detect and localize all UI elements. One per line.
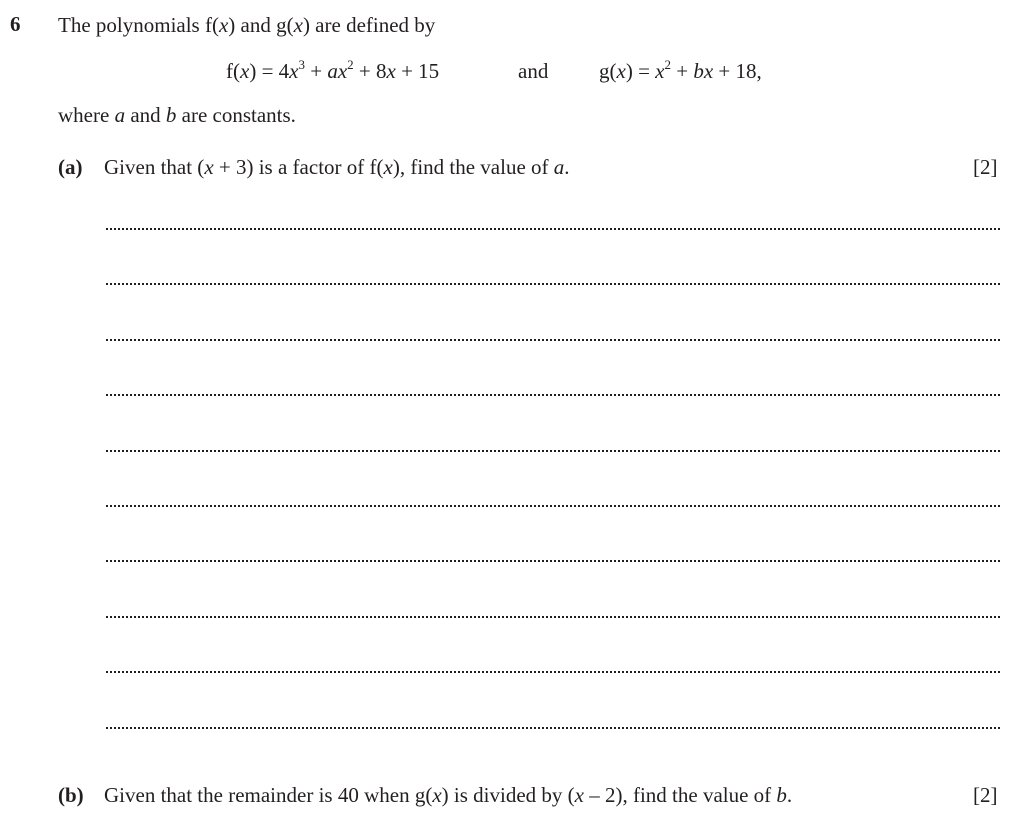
and-connector: and	[518, 59, 549, 83]
g-definition: $g(x) = x^2$ + bx + 18,	[599, 57, 762, 83]
question-intro: The polynomials f(x) and g(x) are defined by	[58, 13, 436, 37]
part-a-label: (a)	[58, 155, 83, 179]
part-b-marks: [2]	[973, 783, 998, 807]
question-number: 6	[10, 12, 21, 36]
answer-line[interactable]	[106, 616, 1000, 618]
constants-statement: where a and b are constants.	[58, 103, 296, 127]
answer-line[interactable]	[106, 228, 1000, 230]
answer-line[interactable]	[106, 450, 1000, 452]
part-b-label: (b)	[58, 783, 84, 807]
answer-line[interactable]	[106, 394, 1000, 396]
answer-line[interactable]	[106, 671, 1000, 673]
f-definition: $f(x) = 4x^3 + ax^2 + 8x + 15$	[226, 57, 440, 83]
answer-line[interactable]	[106, 339, 1000, 341]
part-a-marks: [2]	[973, 155, 998, 179]
answer-line[interactable]	[106, 560, 1000, 562]
answer-line[interactable]	[106, 505, 1000, 507]
answer-line[interactable]	[106, 727, 1000, 729]
part-b-question: Given that the remainder is 40 when g(x) is divided by (x – 2), find the value of b.	[104, 783, 793, 807]
answer-line[interactable]	[106, 283, 1000, 285]
part-a-question: Given that (x + 3) is a factor of f(x), find the value of a.	[104, 155, 570, 179]
